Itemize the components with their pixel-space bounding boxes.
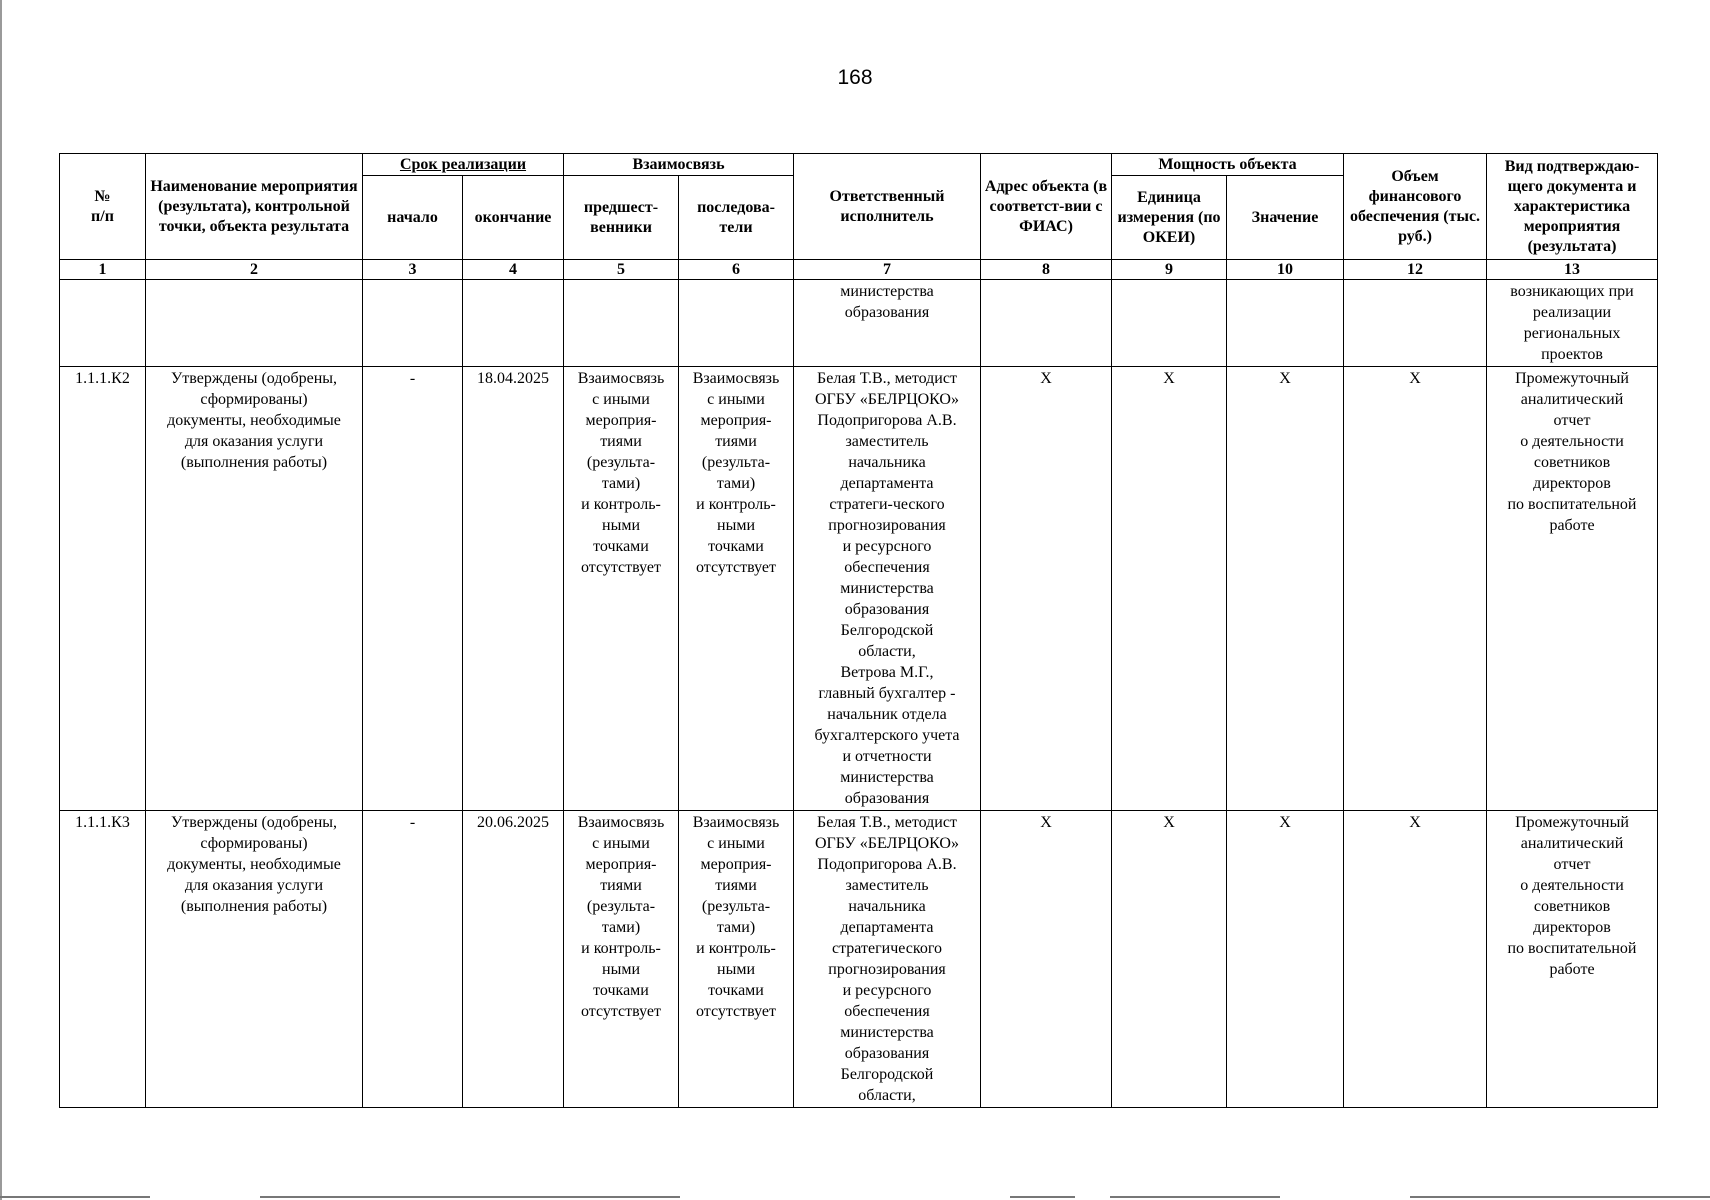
header-unit: Единица измерения (по ОКЕИ) xyxy=(1112,176,1227,260)
cell-start: - xyxy=(363,811,463,1108)
cell-responsible: Белая Т.В., методист ОГБУ «БЕЛРЦОКО» Подопригорова А.В. заместитель начальника департамента стратеги-ческого прогнозирования и ресурсного обеспечения министерства образования Белгородской области, Ветрова М.Г., главный бухгалтер - начальник отдела бухгалтерского учета и отчетности министерства образования xyxy=(794,367,981,811)
cell-end: 18.04.2025 xyxy=(463,367,564,811)
cell-start: - xyxy=(363,367,463,811)
cell-value: X xyxy=(1227,811,1344,1108)
header-link: Взаимосвязь xyxy=(564,154,794,176)
cell-document: Промежуточный аналитический отчет о деятельности советников директоров по воспитательной работе xyxy=(1487,811,1658,1108)
cell-responsible: Белая Т.В., методист ОГБУ «БЕЛРЦОКО» Подопригорова А.В. заместитель начальника департамента стратегического прогнозирования и ресурсного обеспечения министерства образования Белгородской области, xyxy=(794,811,981,1108)
header-number: № п/п xyxy=(60,154,146,260)
cell-finance: X xyxy=(1344,811,1487,1108)
scan-artifact-line xyxy=(1410,1196,1710,1198)
scan-artifact-line xyxy=(1010,1196,1075,1198)
cell-number: 1.1.1.К3 xyxy=(60,811,146,1108)
plan-table xyxy=(59,153,1658,1108)
column-number: 8 xyxy=(981,260,1112,280)
cell-responsible: министерства образования xyxy=(794,280,981,367)
cell-address: X xyxy=(981,811,1112,1108)
header-power: Мощность объекта xyxy=(1112,154,1344,176)
cell-finance: X xyxy=(1344,367,1487,811)
column-number: 3 xyxy=(363,260,463,280)
cell-unit: X xyxy=(1112,367,1227,811)
header-finance: Объем финансового обеспечения (тыс. руб.) xyxy=(1344,154,1487,260)
cell-value: X xyxy=(1227,367,1344,811)
column-number: 6 xyxy=(679,260,794,280)
header-document: Вид подтверждаю-щего документа и характеристика мероприятия (результата) xyxy=(1487,154,1658,260)
header-end: окончание xyxy=(463,176,564,260)
cell-address: X xyxy=(981,367,1112,811)
cell-successors: Взаимосвязь с иными мероприя- тиями (результа- тами) и контроль- ными точками отсутствует xyxy=(679,367,794,811)
scan-left-edge xyxy=(0,0,2,1200)
column-number: 13 xyxy=(1487,260,1658,280)
scan-artifact-line xyxy=(260,1196,680,1198)
column-number: 7 xyxy=(794,260,981,280)
cell-name: Утверждены (одобрены, сформированы) документы, необходимые для оказания услуги (выполнения работы) xyxy=(146,367,363,811)
cell-document: Промежуточный аналитический отчет о деятельности советников директоров по воспитательной работе xyxy=(1487,367,1658,811)
column-number: 2 xyxy=(146,260,363,280)
cell-successors: Взаимосвязь с иными мероприя- тиями (результа- тами) и контроль- ными точками отсутствует xyxy=(679,811,794,1108)
table-row-continuation xyxy=(60,280,1658,367)
cell-predecessors: Взаимосвязь с иными мероприя- тиями (результа- тами) и контроль- ными точками отсутствует xyxy=(564,811,679,1108)
header-value: Значение xyxy=(1227,176,1344,260)
table-row xyxy=(60,811,1658,1108)
cell-predecessors: Взаимосвязь с иными мероприя- тиями (результа- тами) и контроль- ными точками отсутствует xyxy=(564,367,679,811)
page-number: 168 xyxy=(837,66,873,89)
header-address: Адрес объекта (в соответст-вии с ФИАС) xyxy=(981,154,1112,260)
cell-number: 1.1.1.К2 xyxy=(60,367,146,811)
header-start: начало xyxy=(363,176,463,260)
column-number: 12 xyxy=(1344,260,1487,280)
header-term: Срок реализации xyxy=(363,154,564,176)
column-number: 9 xyxy=(1112,260,1227,280)
header-responsible: Ответственный исполнитель xyxy=(794,154,981,260)
scan-artifact-line xyxy=(0,1196,150,1198)
header-name: Наименование мероприятия (результата), контрольной точки, объекта результата xyxy=(146,154,363,260)
cell-unit: X xyxy=(1112,811,1227,1108)
header-successors: последова- тели xyxy=(679,176,794,260)
column-number: 1 xyxy=(60,260,146,280)
column-number: 4 xyxy=(463,260,564,280)
header-predecessors: предшест- венники xyxy=(564,176,679,260)
cell-name: Утверждены (одобрены, сформированы) документы, необходимые для оказания услуги (выполнения работы) xyxy=(146,811,363,1108)
column-number: 10 xyxy=(1227,260,1344,280)
scan-artifact-line xyxy=(1110,1196,1280,1198)
cell-document: возникающих при реализации региональных проектов xyxy=(1487,280,1658,367)
cell-end: 20.06.2025 xyxy=(463,811,564,1108)
table-row xyxy=(60,367,1658,811)
column-number: 5 xyxy=(564,260,679,280)
